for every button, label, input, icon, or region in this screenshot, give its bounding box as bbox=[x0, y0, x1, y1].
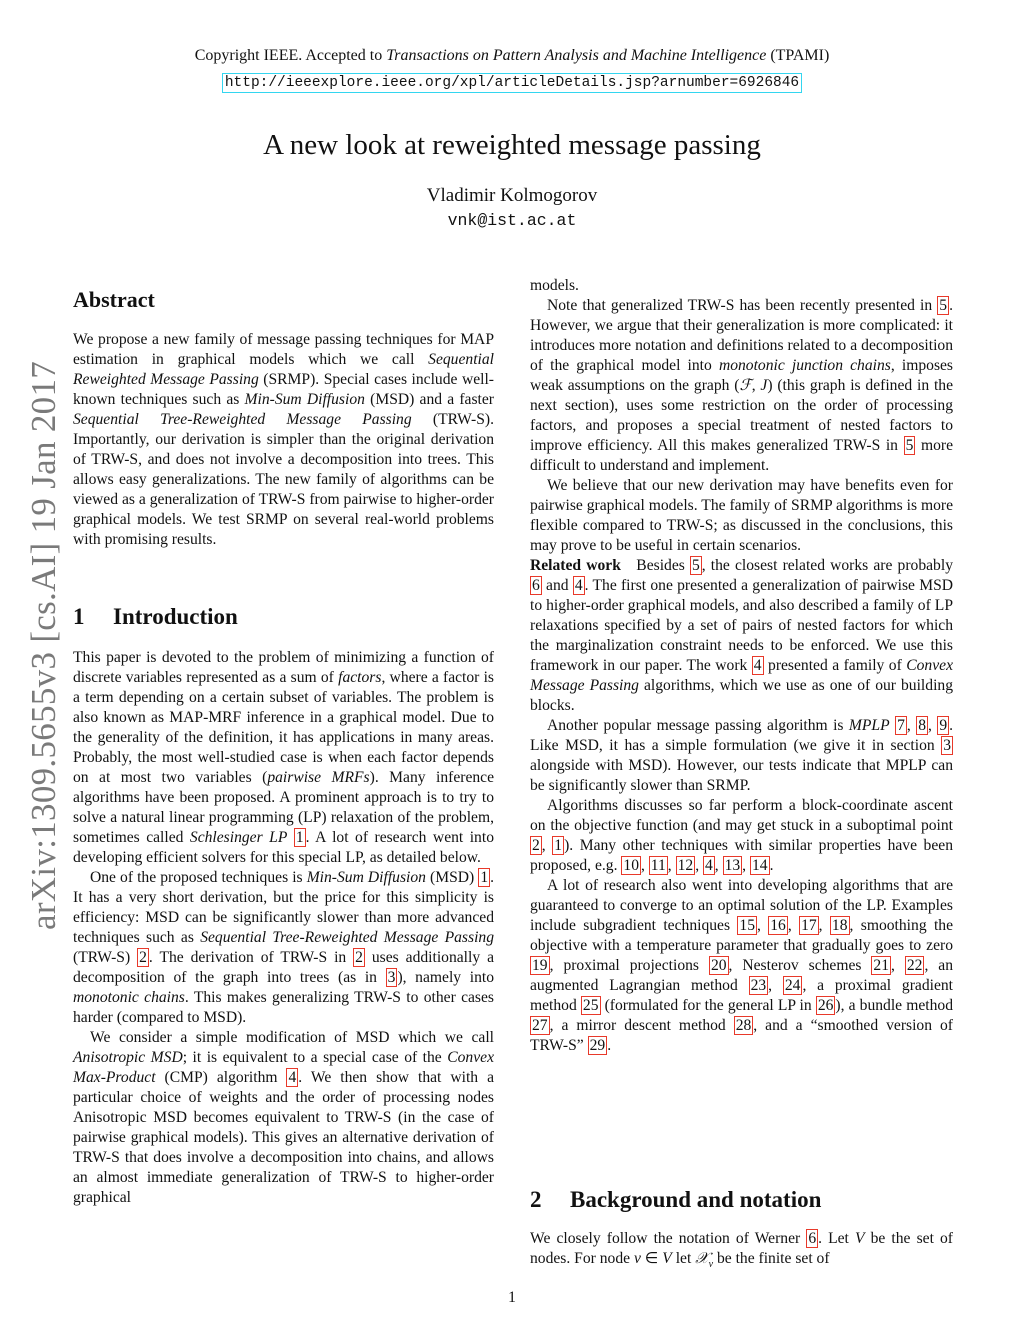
citation-link[interactable]: 25 bbox=[582, 997, 599, 1014]
journal-name: Transactions on Pattern Analysis and Machine Intelligence bbox=[386, 47, 767, 64]
citation-link[interactable]: 10 bbox=[623, 857, 639, 874]
citation-link[interactable]: 5 bbox=[905, 437, 914, 454]
citation-link[interactable]: 6 bbox=[532, 577, 540, 594]
citation-link[interactable]: 1 bbox=[480, 869, 489, 886]
citation-link[interactable]: 5 bbox=[939, 297, 948, 314]
ieee-link[interactable]: http://ieeexplore.ieee.org/xpl/articleDetails.jsp?arnumber=6926846 bbox=[0, 71, 1024, 93]
background-heading: 2 Background and notation bbox=[530, 1187, 822, 1212]
citation-link[interactable]: 12 bbox=[677, 857, 694, 874]
citation-link[interactable]: 14 bbox=[751, 857, 768, 874]
citation-link[interactable]: 7 bbox=[897, 717, 905, 734]
citation-link[interactable]: 20 bbox=[710, 957, 727, 974]
citation-link[interactable]: 9 bbox=[939, 717, 948, 734]
background-body: We closely follow the notation of Werner 6 . Let V be the set of nodes. For node v ∈ V let 𝒳$_v$ be the finite set of bbox=[530, 1230, 953, 1271]
related-work-label: Related work bbox=[530, 557, 621, 574]
citation-link[interactable]: 17 bbox=[801, 917, 817, 934]
citation-link[interactable]: 2 bbox=[139, 949, 147, 966]
citation-link[interactable]: 22 bbox=[906, 957, 923, 974]
citation-link[interactable]: 18 bbox=[831, 917, 848, 934]
paper-title: A new look at reweighted message passing bbox=[263, 129, 761, 161]
citation-link[interactable]: 27 bbox=[532, 1017, 548, 1034]
citation-link[interactable]: 8 bbox=[918, 717, 926, 734]
citation-link[interactable]: 11 bbox=[650, 857, 666, 874]
citation-link[interactable]: 16 bbox=[770, 917, 786, 934]
citation-link[interactable]: 1 bbox=[295, 829, 304, 846]
arxiv-stamp: arXiv:1309.5655v3 [cs.AI] 19 Jan 2017 bbox=[24, 360, 63, 930]
intro-body-continued: models. Note that generalized TRW-S has been recently presented in 5 . However, we argue that their generalization is more complicated: it introduces more notation and definitions related to a decomposition of the graphical model into monotonic junction chains, imposes weak assumptions on the graph (ℱ, J) (this graph is defined in the next section), uses some restriction on the order of processing factors, and proposes a special treatment of nested factors to improve efficiency. All this makes generalized TRW-S in 5 more difficult to understand and implement. We believe that our new derivation may have benefits even for pairwise graphical models. The family of SRMP algorithms is more flexible compared to TRW-S; as discussed in the conclusions, this may prove to be useful in certain scenarios. Related work Besides 5 , the closest related works are probably 6 and 4 . The first one presented a generalization of pairwise MSD to higher-order graphical models, and also described a family of LP relaxations specified by a set of pairs of nested factors for which the marginalization constraint needs to be enforced. We use this framework in our paper. The work 4 presented a family of Convex Message Passing algorithms, which we use as one of our building blocks. Another popular message passing algorithm is MPLP 7 , 8 , 9 . Like MSD, it has a simple formulation (we give it in section 3 alongside with MSD). However, our tests indicate that MPLP can be significantly slower than SRMP. Algorithms discusses so far perform a block-coordinate ascent on the objective function (and may get stuck in a suboptimal point 2 , 1 ). Many other techniques with similar properties have been proposed, e.g. 10 , 11 , 12 , 4 , 13 , 14 . A lot of research also went into developing algorithms that are guaranteed to converge to an optimal solution of the LP. Examples include subgradient techniques 15 , 16 , 17 , 18 , smoothing the objective with a temperature parameter that gradually goes to zero 19 , proximal projections 20 , Nesterov schemes 21 , 22 , an augmented Lagrangian method 23 , 24 , a proximal gradient method 25 (formulated for the general LP in 26 ), a bundle method 27 , a mirror descent method 28 , and a “smoothed version of TRW-S” 29 . bbox=[530, 277, 954, 1054]
citation-link[interactable]: 4 bbox=[574, 577, 583, 594]
citation-link[interactable]: 15 bbox=[739, 917, 755, 934]
citation-link[interactable]: 29 bbox=[589, 1037, 606, 1054]
intro-body: This paper is devoted to the problem of minimizing a function of discrete variables represented as a sum of factors, where a factor is a term depending on a certain subset of variables. The problem is also known as MAP-MRF inference in a graphical model. Due to the generality of the definition, it has applications in many areas. Probably, the most well-studied case is when each factor depends on at most two variables (pairwise MRFs). Many inference algorithms have been proposed. A prominent approach is to try to solve a natural linear programming (LP) relaxation of the problem, sometimes called Schlesinger LP 1 . A lot of research went into developing efficient solvers for this special LP, as detailed below. One of the proposed techniques is Min-Sum Diffusion (MSD) 1 . It has a very short derivation, but the price for this simplicity is efficiency: MSD can be significantly slower than more advanced techniques such as Sequential Tree-Reweighted Message Passing (TRW-S) 2 . The derivation of TRW-S in 2 uses additionally a decomposition of the graph into trees (as in 3 ), namely into monotonic chains. This makes generalizing TRW-S to other cases harder (compared to MSD). We consider a simple modification of MSD which we call Anisotropic MSD; it is equivalent to a special case of the Convex Max-Product (CMP) algorithm 4 . We then show that with a particular choice of weights and the order of processing nodes Anisotropic MSD becomes equivalent to TRW-S (in the case of pairwise graphical models). This gives an alternative derivation of TRW-S that does involve a decomposition into chains, and allows an almost immediate generalization of TRW-S to higher-order graphical bbox=[73, 649, 495, 1206]
page-number: 1 bbox=[508, 1289, 516, 1306]
citation-link[interactable]: 2 bbox=[355, 949, 363, 966]
citation-link[interactable]: 13 bbox=[724, 857, 741, 874]
citation-link[interactable]: 2 bbox=[532, 837, 540, 854]
section-link[interactable]: 3 bbox=[943, 737, 951, 754]
citation-link[interactable]: 3 bbox=[387, 969, 396, 986]
abstract-heading: Abstract bbox=[73, 287, 155, 312]
citation-link[interactable]: 28 bbox=[735, 1017, 752, 1034]
author-email: vnk@ist.ac.at bbox=[447, 211, 577, 230]
author-name: Vladimir Kolmogorov bbox=[426, 185, 598, 206]
citation-link[interactable]: 1 bbox=[554, 837, 563, 854]
citation-link[interactable]: 4 bbox=[704, 857, 713, 874]
intro-heading: 1 Introduction bbox=[73, 604, 238, 629]
citation-link[interactable]: 19 bbox=[532, 957, 548, 974]
citation-link[interactable]: 6 bbox=[808, 1230, 817, 1247]
abstract-body: We propose a new family of message passing techniques for MAP estimation in graphical models which we call Sequential Reweighted Message Passing (SRMP). Special cases include well-known techniques such as Min-Sum Diffusion (MSD) and a faster Sequential Tree-Reweighted Message Passing (TRW-S). Importantly, our derivation is simpler than the original derivation of TRW-S, and does not involve a decomposition into trees. This allows easy generalizations. The new family of algorithms can be viewed as a generalization of TRW-S from pairwise to higher-order graphical models. We test SRMP on several real-world problems with promising results. bbox=[73, 331, 494, 548]
citation-link[interactable]: 4 bbox=[753, 657, 762, 674]
citation-link[interactable]: 5 bbox=[691, 557, 700, 574]
citation-link[interactable]: 26 bbox=[817, 997, 834, 1014]
citation-link[interactable]: 4 bbox=[288, 1069, 297, 1086]
citation-link[interactable]: 24 bbox=[784, 977, 801, 994]
citation-link[interactable]: 21 bbox=[873, 957, 889, 974]
citation-link[interactable]: 23 bbox=[750, 977, 767, 994]
copyright-notice: Copyright IEEE. Accepted to Transactions on Pattern Analysis and Machine Intelligence (TPAMI) bbox=[194, 47, 830, 64]
